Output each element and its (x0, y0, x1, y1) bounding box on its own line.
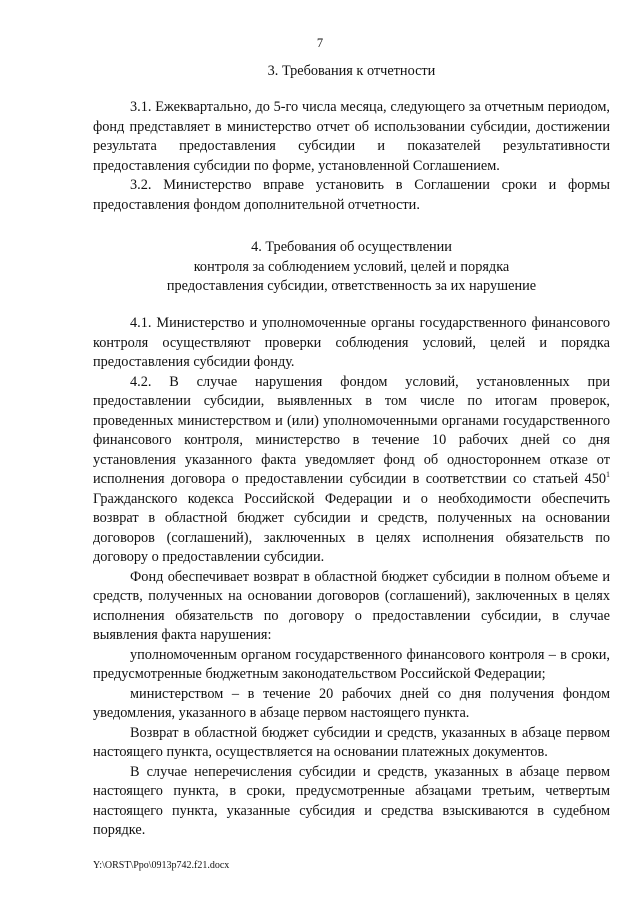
section-3-body (93, 98, 610, 215)
paragraph-3-1: 3.1. Ежеквартально, до 5-го числа месяца, следующего за отчетным периодом, фонд представляет в министерство отчет об использовании субсидии, достижении результата предоставления субсидии и показателей результативности предоставления субсидии по форме, установленной Соглашением. (93, 99, 610, 174)
page-number: 7 (316, 36, 324, 50)
section-4-title-line-3: предоставления субсидии, ответственность за их нарушение (166, 278, 537, 294)
paragraph-4-1: 4.1. Министерство и уполномоченные органы государственного финансового контроля осуществляют проверки соблюдения условий, целей и порядка предоставления субсидии фонду. (93, 315, 610, 370)
section-3-title: 3. Требования к отчетности (267, 63, 436, 79)
section-4-title-line-2: контроля за соблюдением условий, целей и порядка (193, 258, 510, 275)
paragraph-3-2: 3.2. Министерство вправе установить в Соглашении сроки и формы предоставления фондом дополнительной отчетности. (93, 177, 610, 213)
paragraph-4-2-part-2: Гражданского кодекса Российской Федерации и о необходимости обеспечить возврат в областной бюджет субсидии и средств, полученных на основании договоров (соглашений), заключенных в целях исполнения обязательств по договору о предоставлении субсидии. (93, 490, 610, 565)
paragraph-4-2-return: Возврат в областной бюджет субсидии и средств, указанных в абзаце первом настоящего пункта, осуществляется на основании платежных документов. (93, 724, 610, 760)
paragraph-4-2-recovery: В случае неперечисления субсидии и средств, указанных в абзаце первом настоящего пункта, в сроки, предусмотренные абзацами третьим, четвертым настоящего пункта, указанные субсидия и средства взыскиваются в судебном порядке. (93, 763, 610, 838)
section-4-title-line-1: 4. Требования об осуществлении (251, 239, 452, 255)
section-4-heading (93, 238, 610, 297)
paragraph-4-2-control-body: уполномоченным органом государственного финансового контроля – в сроки, предусмотренные бюджетным законодательством Российской Федерации; (93, 646, 610, 682)
paragraph-4-2-part-1: 4.2. В случае нарушения фондом условий, установленных при предоставлении субсидии, выявленных в том числе по итогам проверок, проведенных министерством и (или) уполномоченными органами государственного финансового контроля, министерство в течение 10 рабочих дней со дня установления указанного факта уведомляет фонд об одностороннем отказе от исполнения договора о предоставлении субсидии в соответствии со статьей 450 (93, 373, 610, 487)
paragraph-4-2-refund: Фонд обеспечивает возврат в областной бюджет субсидии в полном объеме и средств, полученных на основании договоров (соглашений), заключенных в целях исполнения обязательств по договору о предоставлении субсидии, в случае выявления факта нарушения: (93, 568, 610, 643)
article-superscript: 1 (606, 470, 610, 480)
section-4-body (93, 314, 610, 841)
file-path-footer: Y:\ORST\Ppo\0913p742.f21.docx (93, 860, 230, 871)
paragraph-4-2 (93, 373, 610, 568)
section-3-heading (93, 62, 610, 82)
paragraph-4-2-ministry: министерством – в течение 20 рабочих дней со дня получения фондом уведомления, указанного в абзаце первом настоящего пункта. (93, 685, 610, 721)
